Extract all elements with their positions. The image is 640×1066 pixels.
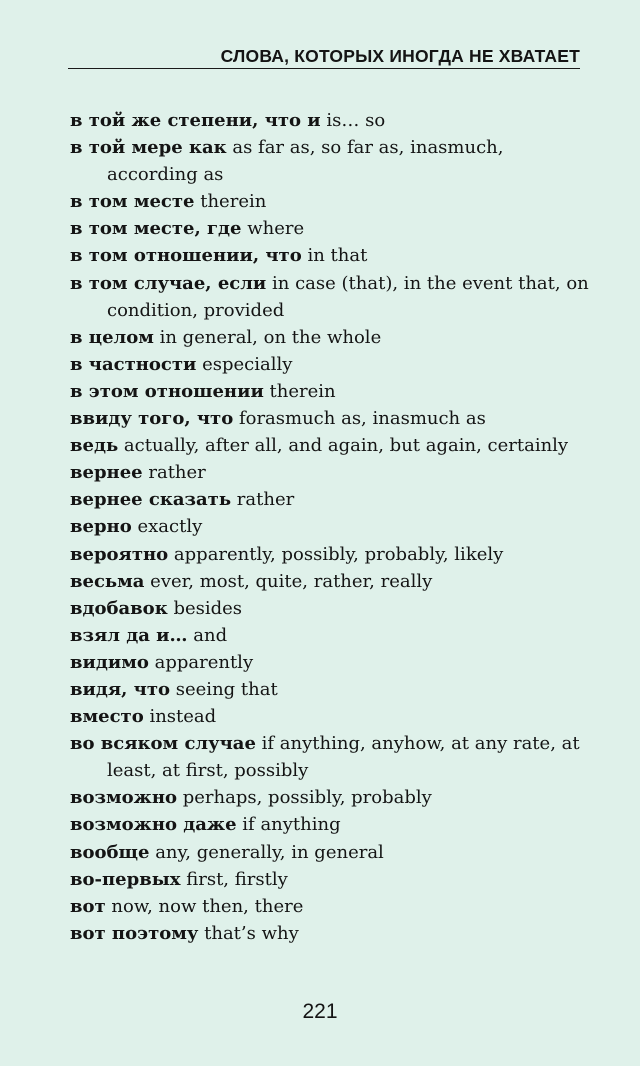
entry-term: в той мере как (70, 137, 227, 159)
entry-term: вместо (70, 706, 144, 728)
entry-translation: now, now then, there (111, 895, 304, 917)
entry-translation: actually, after all, and again, but again, certainly (123, 435, 569, 457)
dictionary-entry (70, 215, 590, 242)
entry-term: вернее сказать (70, 489, 232, 511)
entry-translation: forasmuch as, inasmuch as (238, 408, 486, 430)
dictionary-entry (70, 378, 590, 405)
dictionary-entry (70, 324, 590, 351)
entry-translation: in general, on the whole (159, 326, 382, 348)
dictionary-entry (70, 188, 590, 215)
entry-term: в той же степени, что и (70, 110, 321, 131)
entry-translation: apparently, possibly, probably, likely (173, 543, 504, 565)
entry-translation: is… so (326, 110, 386, 131)
entry-translation: therein (200, 191, 267, 213)
running-head (68, 44, 580, 69)
entry-term: в том месте (70, 191, 195, 213)
dictionary-entry (70, 676, 590, 703)
dictionary-entry (70, 622, 590, 649)
entry-translation: besides (173, 597, 243, 619)
entry-translation: where (247, 218, 305, 240)
entry-term: в том месте, где (70, 218, 242, 240)
dictionary-entry (70, 432, 590, 459)
entry-translation: exactly (137, 516, 203, 538)
dictionary-entry (70, 839, 590, 866)
dictionary-entry (70, 242, 590, 269)
dictionary-entry (70, 459, 590, 486)
entry-term: ввиду того, что (70, 408, 234, 430)
entry-translation: seeing that (175, 678, 278, 700)
entry-translation: rather (236, 489, 295, 511)
entry-translation: any, generally, in general (155, 841, 384, 863)
entry-translation: in case (that), in the event that, on condition, provided (107, 272, 589, 321)
entry-translation: apparently (154, 651, 254, 673)
entry-translation: especially (202, 353, 293, 375)
entry-term: вообще (70, 841, 150, 863)
entry-term: в целом (70, 326, 154, 348)
entry-term: взял да и… (70, 624, 188, 646)
entry-term: во всяком случае (70, 733, 256, 755)
dictionary-entry (70, 784, 590, 811)
dictionary-entry (70, 405, 590, 432)
dictionary-entry (70, 134, 590, 188)
entry-term: в этом отношении (70, 380, 264, 402)
dictionary-entry (70, 730, 590, 784)
entry-term: возможно (70, 787, 177, 809)
entry-translation: rather (148, 462, 206, 484)
entry-term: видя, что (70, 678, 171, 700)
entry-term: во-первых (70, 868, 181, 890)
dictionary-entry (70, 920, 590, 947)
entry-translation: ever, most, quite, rather, really (150, 570, 433, 592)
entry-term: вот (70, 895, 106, 917)
entry-translation: and (193, 624, 228, 646)
entry-translation: if anything, anyhow, at any rate, at least, at first, possibly (107, 733, 580, 782)
entry-term: в том отношении, что (70, 245, 302, 267)
entry-translation: as far as, so far as, inasmuch, according as (107, 137, 504, 186)
entry-translation: instead (149, 706, 217, 728)
entry-term: в том случае, если (70, 272, 267, 294)
entry-term: вероятно (70, 543, 169, 565)
entry-term: вот поэтому (70, 922, 199, 944)
entry-term: возможно даже (70, 814, 237, 836)
entry-term: вернее (70, 462, 143, 484)
entry-translation: that’s why (204, 922, 299, 944)
dictionary-entry (70, 893, 590, 920)
dictionary-entry (70, 486, 590, 513)
entry-term: видимо (70, 651, 149, 673)
entry-translation: in that (307, 245, 368, 267)
entry-term: весьма (70, 570, 145, 592)
dictionary-entry (70, 568, 590, 595)
dictionary-entry (70, 811, 590, 838)
dictionary-entry-list (70, 107, 590, 947)
entry-term: вдобавок (70, 597, 168, 619)
dictionary-entry (70, 703, 590, 730)
dictionary-entry (70, 595, 590, 622)
dictionary-entry (70, 513, 590, 540)
running-title: СЛОВА, КОТОРЫХ ИНОГДА НЕ ХВАТАЕТ (220, 46, 580, 66)
dictionary-entry (70, 107, 590, 134)
dictionary-entry (70, 270, 590, 324)
entry-term: верно (70, 516, 132, 538)
dictionary-entry (70, 351, 590, 378)
dictionary-entry (70, 649, 590, 676)
dictionary-entry (70, 866, 590, 893)
dictionary-entry (70, 541, 590, 568)
entry-translation: if anything (242, 814, 341, 836)
entry-term: в частности (70, 353, 197, 375)
page-number: 221 (302, 1000, 338, 1023)
entry-translation: first, firstly (186, 868, 288, 890)
entry-term: ведь (70, 435, 119, 457)
entry-translation: therein (269, 380, 336, 402)
entry-translation: perhaps, possibly, probably (182, 787, 432, 809)
